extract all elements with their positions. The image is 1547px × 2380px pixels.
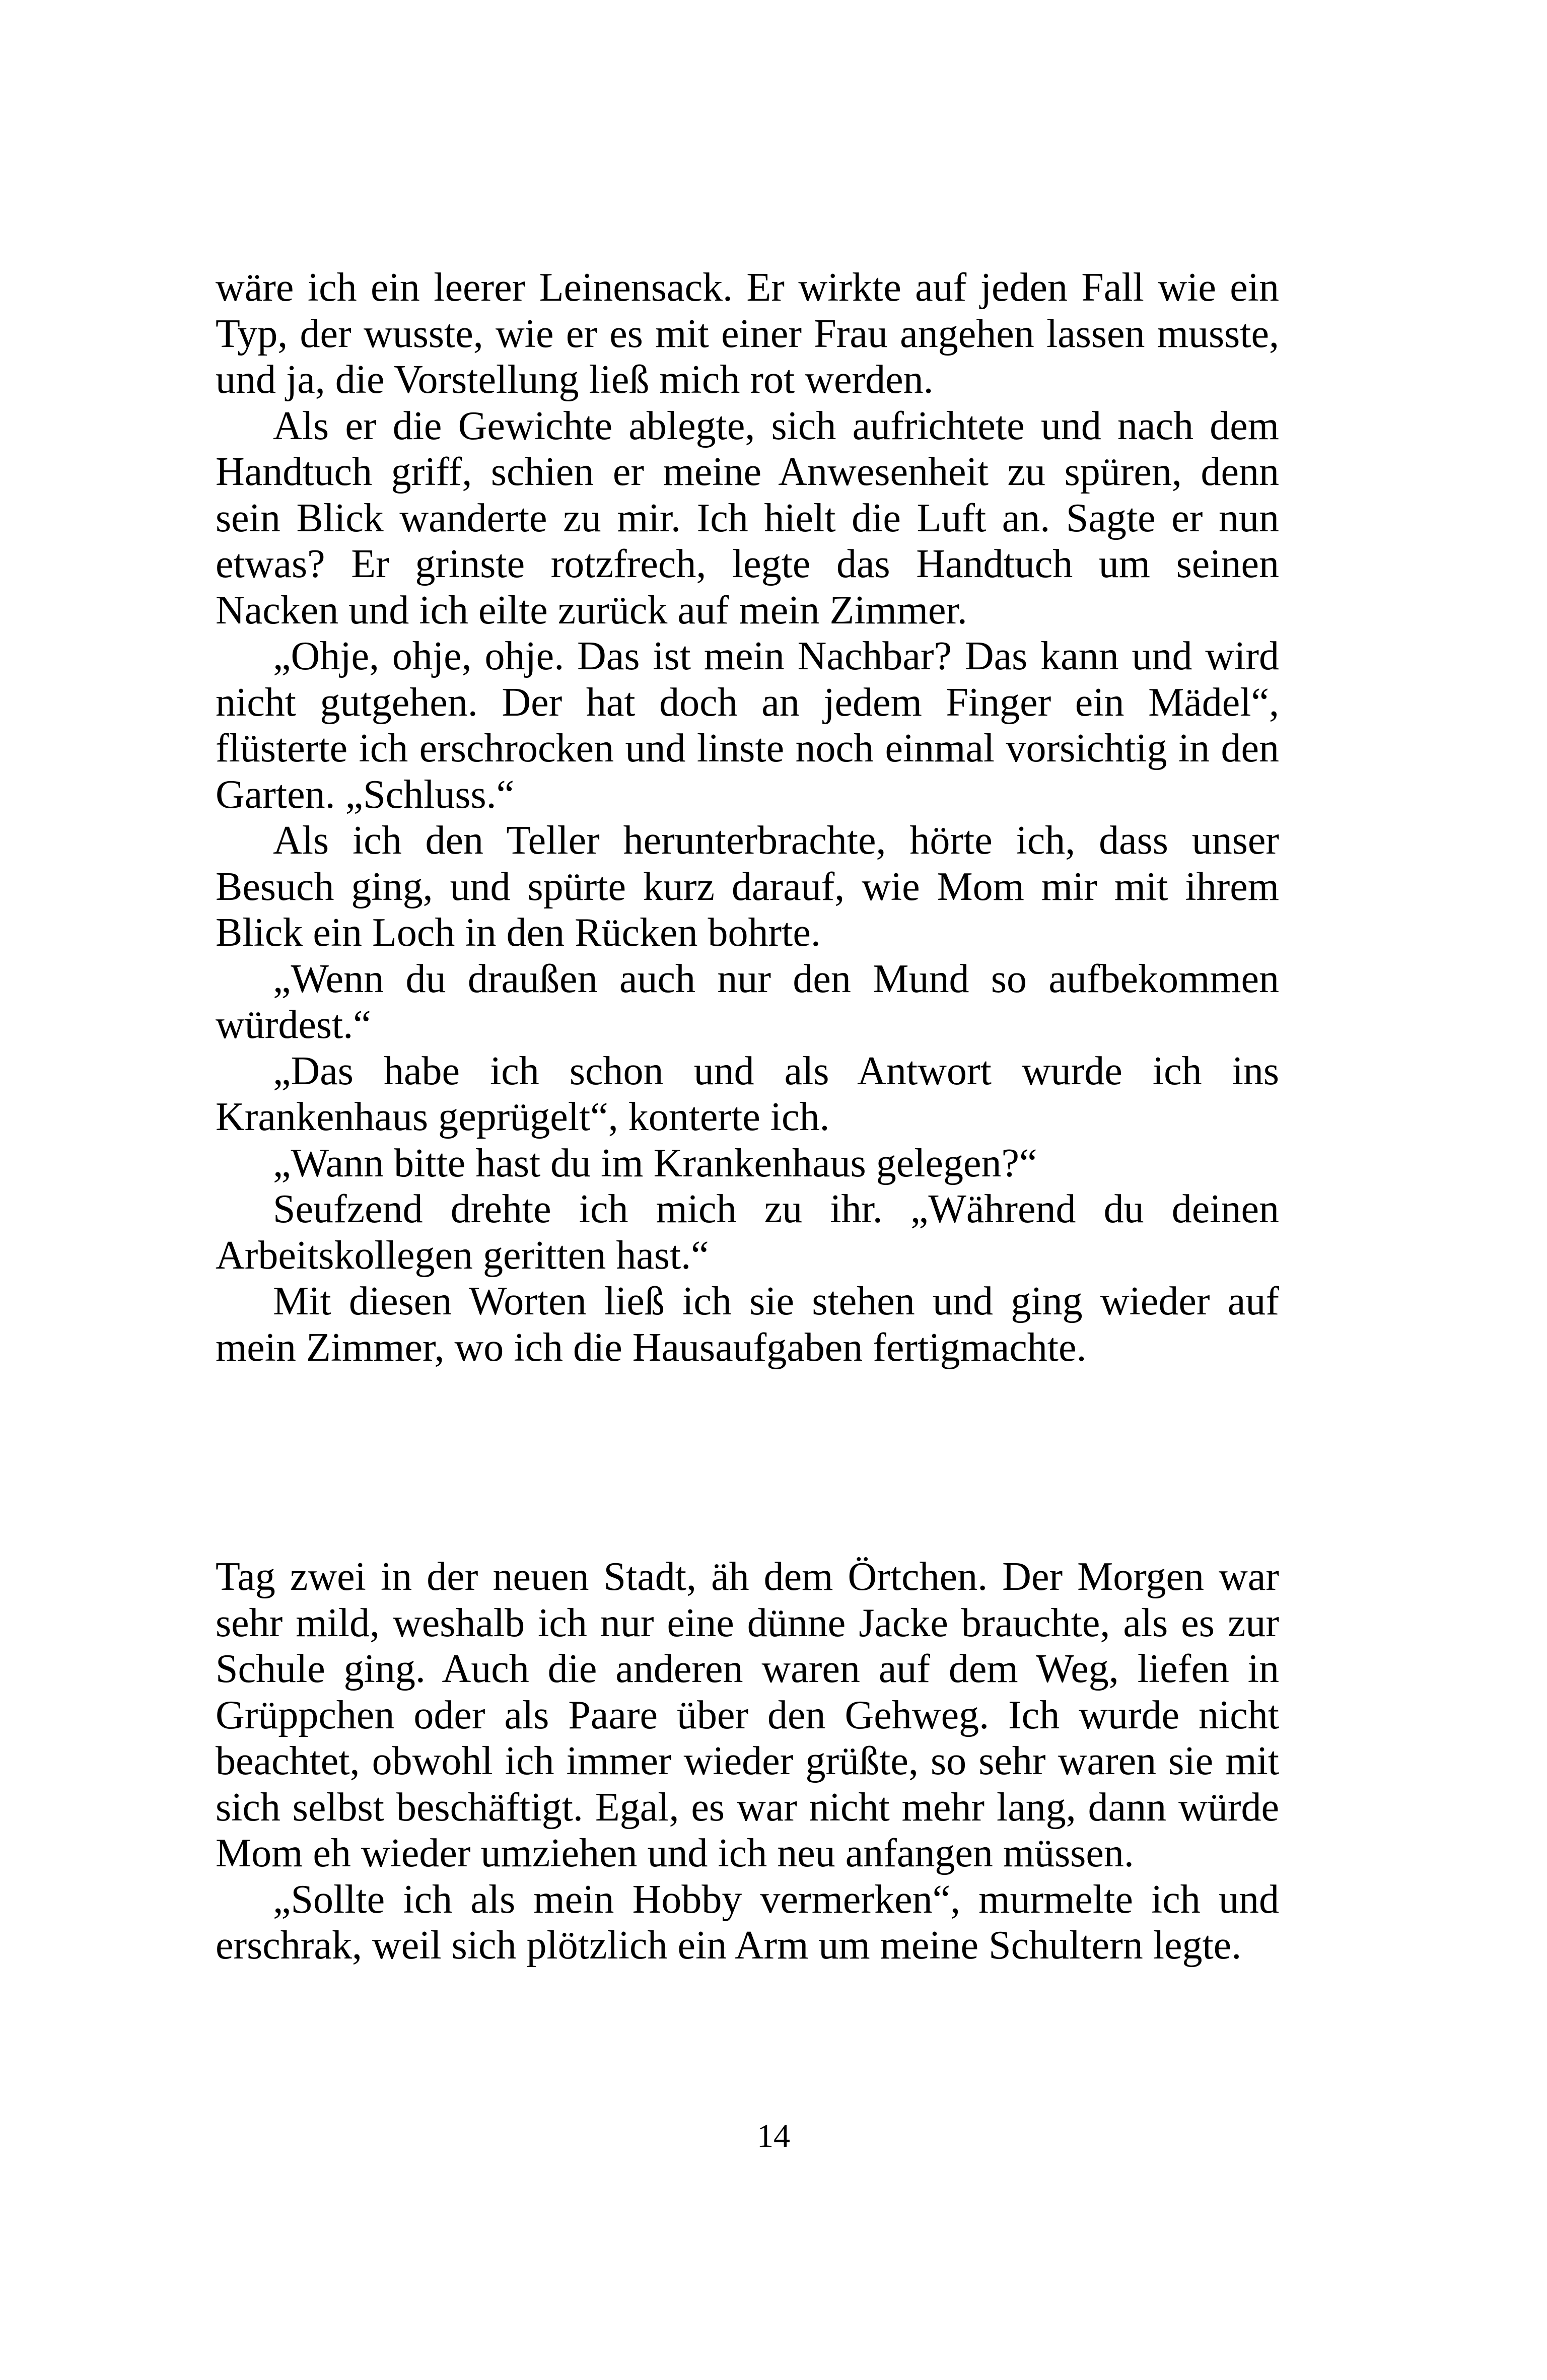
paragraph: wäre ich ein leerer Leinensack. Er wirkte auf jeden Fall wie ein Typ, der wusste, wie er es mit einer Frau angehen lassen musste, und ja, die Vorstellung ließ mich rot werden. <box>216 265 1279 402</box>
paragraph: „Sollte ich als mein Hobby vermerken“, murmelte ich und erschrak, weil sich plötzlich ein Arm um meine Schultern legte. <box>216 1877 1279 1968</box>
paragraph: „Wenn du draußen auch nur den Mund so aufbekommen würdest.“ <box>216 956 1279 1047</box>
text-section-2 <box>216 1554 1279 1969</box>
paragraph: „Wann bitte hast du im Krankenhaus gelegen?“ <box>273 1141 1037 1185</box>
paragraph: „Ohje, ohje, ohje. Das ist mein Nachbar? Das kann und wird nicht gutgehen. Der hat doch an jedem Finger ein Mädel“, flüsterte ich erschrocken und linste noch einmal vorsichtig in den Garten. „Schluss.“ <box>216 634 1279 817</box>
paragraph: „Das habe ich schon und als Antwort wurde ich ins Krankenhaus geprügelt“, konterte ich. <box>216 1048 1279 1139</box>
paragraph: Tag zwei in der neuen Stadt, äh dem Örtchen. Der Morgen war sehr mild, weshalb ich nur eine dünne Jacke brauchte, als es zur Schule ging. Auch die anderen waren auf dem Weg, liefen in Grüppchen oder als Paare über den Gehweg. Ich wurde nicht beachtet, obwohl ich immer wieder grüßte, so sehr waren sie mit sich selbst beschäftigt. Egal, es war nicht mehr lang, dann würde Mom eh wieder umziehen und ich neu anfangen müssen. <box>216 1555 1279 1875</box>
paragraph: Mit diesen Worten ließ ich sie stehen und ging wieder auf mein Zimmer, wo ich die Hausaufgaben fertigmachte. <box>216 1279 1279 1370</box>
paragraph: Als er die Gewichte ablegte, sich aufrichtete und nach dem Handtuch griff, schien er meine Anwesenheit zu spüren, denn sein Blick wanderte zu mir. Ich hielt die Luft an. Sagte er nun etwas? Er grinste rotzfrech, legte das Handtuch um seinen Nacken und ich eilte zurück auf mein Zimmer. <box>216 403 1279 633</box>
page-number: 14 <box>757 2118 790 2154</box>
paragraph: Als ich den Teller herunterbrachte, hörte ich, dass unser Besuch ging, und spürte kurz darauf, wie Mom mir mit ihrem Blick ein Loch in den Rücken bohrte. <box>216 818 1279 955</box>
paragraph: Seufzend drehte ich mich zu ihr. „Während du deinen Arbeitskollegen geritten hast.“ <box>216 1187 1279 1278</box>
text-section-1 <box>216 265 1279 1371</box>
